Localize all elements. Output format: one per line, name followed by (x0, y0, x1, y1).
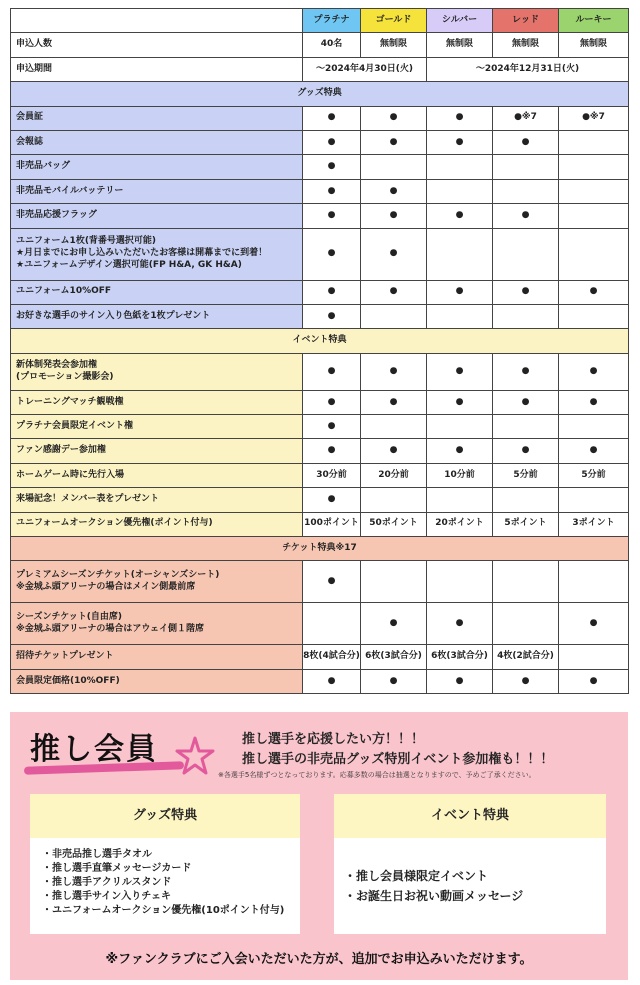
check-mark: ● (361, 204, 427, 228)
plan-header: プラチナ (303, 9, 361, 33)
cell (303, 603, 361, 645)
table-row (11, 463, 629, 487)
oshi-headline-1: 推し選手を応援したい方！！！ (242, 732, 425, 747)
star-icon (175, 736, 215, 776)
check-mark: ● (559, 390, 629, 414)
plan-header-row (11, 9, 629, 33)
cell (361, 488, 427, 512)
cell (559, 228, 629, 280)
check-mark: ● (427, 130, 493, 154)
list-item: ・ユニフォームオークション優先権(10ポイント付与) (42, 905, 285, 916)
check-mark: ● (303, 228, 361, 280)
check-mark: ● (361, 228, 427, 280)
cell: 3ポイント (559, 512, 629, 536)
goods-panel-title: グッズ特典 (30, 794, 300, 838)
row-label-line: ※金城ふ頭アリーナの場合はアウェイ側１階席 (16, 623, 205, 634)
cell (559, 204, 629, 228)
cell: 20ポイント (427, 512, 493, 536)
row-label-line: シーズンチケット(自由席) (16, 612, 122, 623)
cell (427, 179, 493, 203)
check-mark: ● (559, 353, 629, 390)
cell (361, 155, 427, 179)
cell (361, 561, 427, 603)
row-label: 招待チケットプレゼント (11, 645, 303, 669)
cell (361, 304, 427, 328)
row-label: 会報誌 (11, 130, 303, 154)
check-mark: ● (361, 439, 427, 463)
check-mark: ● (493, 353, 559, 390)
check-mark: ● (303, 280, 361, 304)
category-title: チケット特典※17 (11, 537, 629, 561)
list-item: ・推し選手直筆メッセージカード (42, 863, 192, 874)
check-mark: ● (303, 488, 361, 512)
check-mark: ● (303, 204, 361, 228)
cell: 無制限 (493, 33, 559, 57)
check-mark: ● (493, 130, 559, 154)
row-label: 非売品モバイルバッテリー (11, 179, 303, 203)
cell: 100ポイント (303, 512, 361, 536)
cell (427, 155, 493, 179)
cell: 5分前 (493, 463, 559, 487)
row-label: お好きな選手のサイン入り色紙を1枚プレゼント (11, 304, 303, 328)
cell: ～2024年4月30日(火) (303, 57, 427, 81)
oshi-note: ※各選手5名様ずつとなっております。応募多数の場合は抽選となりますので、予めご了承ください。 (218, 771, 536, 779)
cell (427, 488, 493, 512)
cell (493, 228, 559, 280)
check-mark: ● (303, 179, 361, 203)
cell (559, 155, 629, 179)
table-row (11, 57, 629, 81)
cell (427, 561, 493, 603)
check-mark: ● (427, 106, 493, 130)
check-mark: ● (493, 280, 559, 304)
table-row (11, 130, 629, 154)
row-label-line: ★ユニフォームデザイン選択可能(FP H&A, GK H&A) (16, 259, 242, 270)
event-panel-list (334, 838, 606, 934)
cell: 6枚(3試合分) (361, 645, 427, 669)
table-row (11, 390, 629, 414)
oshi-title: 推し会員 (30, 732, 158, 767)
check-mark: ● (303, 130, 361, 154)
table-row (11, 179, 629, 203)
row-label: 申込期間 (11, 57, 303, 81)
check-mark: ● (493, 669, 559, 693)
list-item: ・推し選手アクリルスタンド (42, 877, 172, 888)
list-item: ・推し選手サイン入りチェキ (42, 891, 171, 902)
list-item: ・お誕生日お祝い動画メッセージ (344, 889, 524, 903)
check-mark: ● (559, 439, 629, 463)
row-label: ホームゲーム時に先行入場 (11, 463, 303, 487)
check-mark: ● (361, 390, 427, 414)
check-mark: ● (303, 390, 361, 414)
check-mark: ● (559, 280, 629, 304)
check-mark: ● (361, 603, 427, 645)
cell: 4枚(2試合分) (493, 645, 559, 669)
check-mark: ● (303, 669, 361, 693)
row-label-line: ※金城ふ頭アリーナの場合はメイン側最前席 (16, 581, 196, 592)
event-panel-title: イベント特典 (334, 794, 606, 838)
check-mark: ●※7 (493, 106, 559, 130)
row-label (11, 353, 303, 390)
goods-panel-list (30, 838, 300, 934)
table-row (11, 561, 629, 603)
cell: 無制限 (559, 33, 629, 57)
check-mark: ● (361, 130, 427, 154)
cell (427, 415, 493, 439)
row-label: 来場記念！メンバー表をプレゼント (11, 488, 303, 512)
table-row (11, 603, 629, 645)
benefits-table (10, 8, 629, 694)
cell (361, 415, 427, 439)
check-mark: ● (427, 353, 493, 390)
row-label-line: ★月日までにお申し込みいただいたお客様は開幕までに到着！ (16, 248, 268, 259)
cell (493, 179, 559, 203)
cell: 5ポイント (493, 512, 559, 536)
check-mark: ● (559, 603, 629, 645)
check-mark: ● (427, 280, 493, 304)
row-label-line: ユニフォーム1枚(背番号選択可能) (16, 236, 157, 247)
cell: 6枚(3試合分) (427, 645, 493, 669)
table-row (11, 669, 629, 693)
cell (559, 561, 629, 603)
cell: 8枚(4試合分) (303, 645, 361, 669)
row-label (11, 603, 303, 645)
cell (493, 603, 559, 645)
cell: 5分前 (559, 463, 629, 487)
check-mark: ● (361, 106, 427, 130)
row-label: ユニフォームオークション優先権(ポイント付与) (11, 512, 303, 536)
check-mark: ●※7 (559, 106, 629, 130)
category-row (11, 329, 629, 353)
check-mark: ● (559, 669, 629, 693)
row-label: 非売品応援フラッグ (11, 204, 303, 228)
plan-header: シルバー (427, 9, 493, 33)
cell: 40名 (303, 33, 361, 57)
cell: 30分前 (303, 463, 361, 487)
row-label: 会員限定価格(10%OFF) (11, 669, 303, 693)
oshi-headline-2: 推し選手の非売品グッズ特別イベント参加権も！！！ (242, 752, 554, 767)
cell (493, 415, 559, 439)
list-item: ・推し会員様限定イベント (344, 869, 489, 883)
plan-header: ゴールド (361, 9, 427, 33)
cell: 無制限 (427, 33, 493, 57)
table-row (11, 106, 629, 130)
check-mark: ● (427, 669, 493, 693)
cell: 無制限 (361, 33, 427, 57)
cell (559, 304, 629, 328)
row-label-line: プレミアムシーズンチケット(オーシャンズシート) (16, 570, 220, 581)
table-row (11, 304, 629, 328)
table-row (11, 645, 629, 669)
row-label: 会員証 (11, 106, 303, 130)
table-row (11, 280, 629, 304)
category-title: グッズ特典 (11, 82, 629, 106)
check-mark: ● (361, 669, 427, 693)
cell (559, 488, 629, 512)
row-label: ユニフォーム10%OFF (11, 280, 303, 304)
oshi-member-section (10, 712, 628, 980)
cell: ～2024年12月31日(火) (427, 57, 629, 81)
cell (493, 304, 559, 328)
cell (559, 645, 629, 669)
check-mark: ● (303, 106, 361, 130)
table-row (11, 228, 629, 280)
table-row (11, 204, 629, 228)
table-row (11, 488, 629, 512)
plan-header: レッド (493, 9, 559, 33)
category-row (11, 82, 629, 106)
oshi-footer-note: ※ファンクラブにご入会いただいた方が、追加でお申込みいただけます。 (105, 952, 533, 967)
check-mark: ● (303, 353, 361, 390)
table-row (11, 353, 629, 390)
row-label: プラチナ会員限定イベント権 (11, 415, 303, 439)
cell (559, 130, 629, 154)
cell: 20分前 (361, 463, 427, 487)
check-mark: ● (361, 353, 427, 390)
cell (493, 155, 559, 179)
category-title: イベント特典 (11, 329, 629, 353)
check-mark: ● (303, 439, 361, 463)
category-row (11, 537, 629, 561)
cell (493, 488, 559, 512)
table-row (11, 512, 629, 536)
check-mark: ● (361, 280, 427, 304)
row-label: ファン感謝デー参加権 (11, 439, 303, 463)
check-mark: ● (303, 304, 361, 328)
row-label: 非売品バッグ (11, 155, 303, 179)
cell (493, 561, 559, 603)
cell: 10分前 (427, 463, 493, 487)
cell (559, 179, 629, 203)
row-label: 申込人数 (11, 33, 303, 57)
check-mark: ● (303, 415, 361, 439)
check-mark: ● (427, 390, 493, 414)
benefits-table-body (11, 9, 629, 694)
table-row (11, 415, 629, 439)
check-mark: ● (493, 439, 559, 463)
cell (427, 304, 493, 328)
cell (559, 415, 629, 439)
check-mark: ● (303, 155, 361, 179)
table-row (11, 33, 629, 57)
table-row (11, 439, 629, 463)
plan-header: ルーキー (559, 9, 629, 33)
check-mark: ● (303, 561, 361, 603)
check-mark: ● (361, 179, 427, 203)
row-label-line: (プロモーション撮影会) (16, 371, 114, 382)
table-row (11, 155, 629, 179)
check-mark: ● (427, 439, 493, 463)
row-label (11, 561, 303, 603)
check-mark: ● (427, 603, 493, 645)
check-mark: ● (493, 204, 559, 228)
cell: 50ポイント (361, 512, 427, 536)
header-blank (11, 9, 303, 33)
list-item: ・非売品推し選手タオル (42, 849, 152, 860)
row-label: トレーニングマッチ観戦権 (11, 390, 303, 414)
cell (427, 228, 493, 280)
check-mark: ● (427, 204, 493, 228)
row-label-line: 新体制発表会参加権 (16, 360, 98, 370)
row-label (11, 228, 303, 280)
check-mark: ● (493, 390, 559, 414)
